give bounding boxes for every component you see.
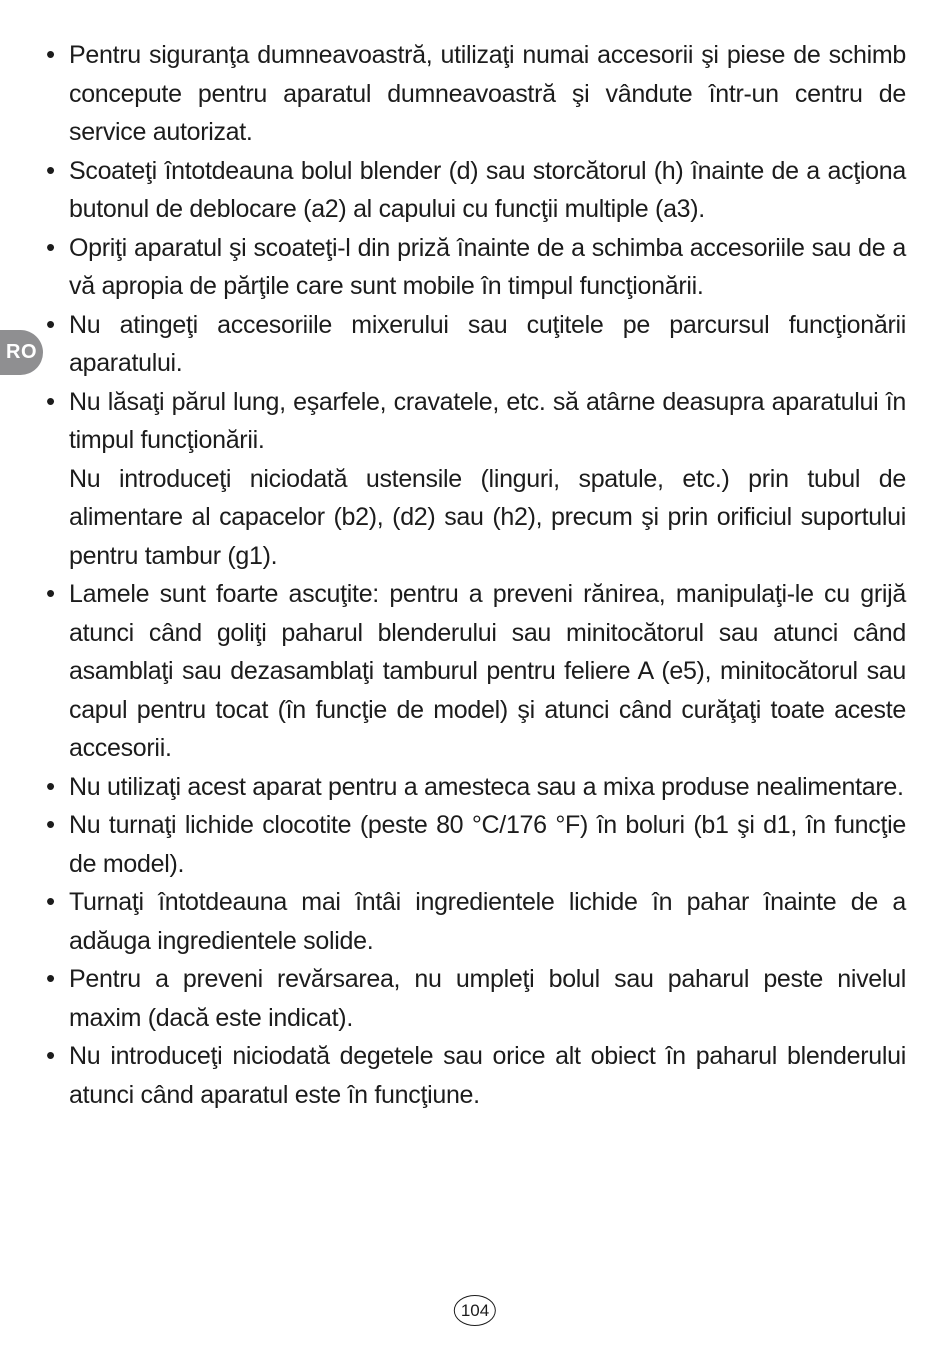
bullet-item bbox=[46, 883, 906, 960]
language-tab-label: RO bbox=[6, 341, 37, 363]
paragraph-text: Nu introduceţi niciodată ustensile (linguri, spatule, etc.) prin tubul de alimentare al capacelor (b2), (d2) sau (h2), precum şi prin orificiul suportului pentru tambur (g1). bbox=[69, 464, 906, 570]
bullet-item bbox=[46, 960, 906, 1037]
bullet-item bbox=[46, 36, 906, 152]
bullet-text: Lamele sunt foarte ascuţite: pentru a preveni rănirea, manipulaţi-le cu grijă atunci când goliţi paharul blenderului sau minitocătorul sau atunci când asamblaţi sau dezasamblaţi tamburul pentru feliere A (e5), minitocătorul sau capul pentru tocat (în funcţie de model) şi atunci când curăţaţi toate aceste accesorii. bbox=[69, 580, 906, 762]
bullet-item bbox=[46, 152, 906, 229]
bullet-item bbox=[46, 1037, 906, 1114]
bullet-marker: • bbox=[46, 963, 55, 993]
bullet-text: Turnaţi întotdeauna mai întâi ingredientele lichide în pahar înainte de a adăuga ingredientele solide. bbox=[69, 888, 906, 955]
bullet-text: Nu turnaţi lichide clocotite (peste 80 °C/176 °F) în boluri (b1 şi d1, în funcţie de model). bbox=[69, 811, 906, 878]
bullet-text: Nu lăsaţi părul lung, eşarfele, cravatele, etc. să atârne deasupra aparatului în timpul funcţionării. bbox=[69, 387, 906, 454]
bullet-text: Nu utilizaţi acest aparat pentru a amesteca sau a mixa produse nealimentare. bbox=[69, 772, 904, 801]
bullet-marker: • bbox=[46, 770, 55, 801]
bullet-item bbox=[46, 806, 906, 883]
bullet-marker: • bbox=[46, 1040, 55, 1070]
bullet-item bbox=[46, 383, 906, 460]
bullet-marker: • bbox=[46, 154, 55, 185]
bullet-text: Pentru siguranţa dumneavoastră, utilizaţi numai accesorii şi piese de schimb concepute pentru aparatul dumneavoastră şi vândute într-un centru de service autorizat. bbox=[69, 41, 906, 146]
bullet-item bbox=[46, 229, 906, 306]
page-number: 104 bbox=[460, 1300, 490, 1320]
bullet-text: Opriţi aparatul şi scoateţi-l din priză înainte de a schimba accesoriile sau de a vă apropia de părţile care sunt mobile în timpul funcţionării. bbox=[69, 233, 906, 300]
bullet-marker: • bbox=[46, 39, 55, 69]
bullet-text: Nu atingeţi accesoriile mixerului sau cuţitele pe parcursul funcţionării aparatului. bbox=[69, 310, 906, 377]
bullet-text: Pentru a preveni revărsarea, nu umpleţi bolul sau paharul peste nivelul maxim (dacă este indicat). bbox=[69, 965, 906, 1032]
bullet-text: Scoateţi întotdeauna bolul blender (d) sau storcătorul (h) înainte de a acţiona butonul de deblocare (a2) al capului cu funcţii multiple (a3). bbox=[69, 156, 906, 223]
safety-instructions bbox=[46, 36, 906, 1114]
bullet-marker: • bbox=[46, 578, 55, 608]
bullet-marker: • bbox=[46, 809, 55, 839]
bullet-item bbox=[46, 306, 906, 383]
page-number-badge bbox=[454, 1295, 496, 1326]
bullet-marker: • bbox=[46, 886, 55, 916]
bullet-text: Nu introduceţi niciodată degetele sau orice alt obiect în paharul blenderului atunci când aparatul este în funcţiune. bbox=[69, 1042, 906, 1109]
bullet-marker: • bbox=[46, 231, 55, 262]
bullet-marker: • bbox=[46, 308, 55, 339]
bullet-item bbox=[46, 768, 906, 807]
language-tab bbox=[0, 330, 43, 375]
bullet-marker: • bbox=[46, 385, 55, 416]
continuation-paragraph bbox=[46, 460, 906, 576]
bullet-item bbox=[46, 575, 906, 768]
